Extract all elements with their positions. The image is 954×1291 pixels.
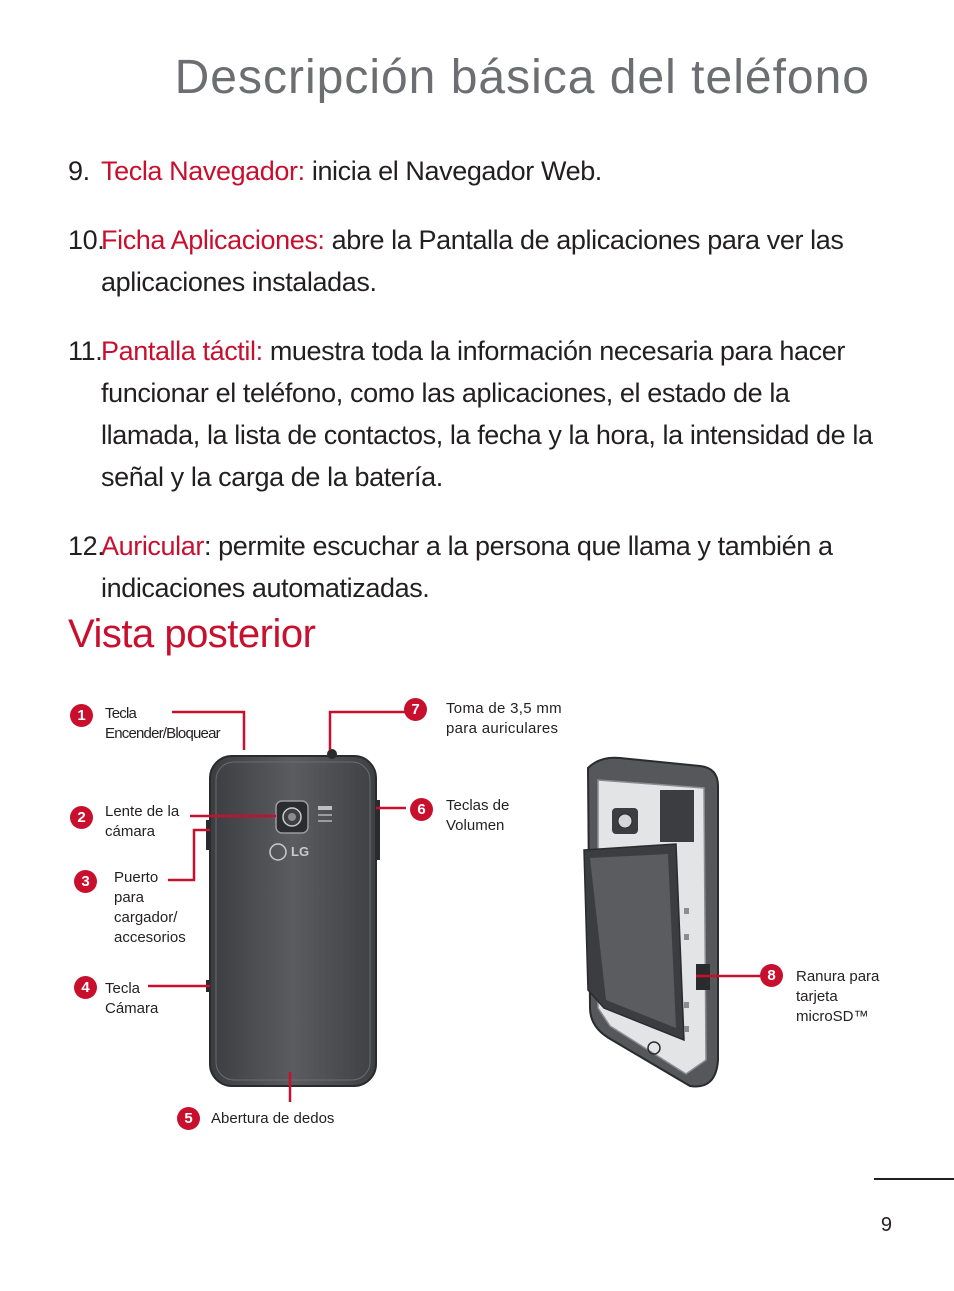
callout-badge-4: 4 [74, 976, 97, 999]
item-description: muestra toda la información necesaria para hacer funcionar el teléfono, como las aplicaciones, el estado de la llamada, la lista de contactos, la fecha y la hora, la intensidad de la señal y la carga de la batería. [101, 336, 873, 492]
list-item [68, 150, 888, 192]
item-description: abre la Pantalla de aplicaciones para ver las aplicaciones instaladas. [101, 225, 844, 297]
item-description: inicia el Navegador Web. [311, 156, 602, 186]
callout-badge-3: 3 [74, 870, 97, 893]
item-term: Auricular [101, 531, 204, 561]
charger-port [206, 820, 210, 850]
callout-badge-5: 5 [177, 1107, 200, 1130]
page-title: Descripción básica del teléfono [174, 51, 870, 104]
footer-rule [874, 1178, 954, 1180]
item-term: Tecla Navegador: [101, 156, 305, 186]
callout-badge-6: 6 [410, 798, 433, 821]
callout-label-4: Tecla Cámara [105, 980, 159, 1017]
callout-label-1: Tecla Encender/Bloquear [105, 705, 220, 742]
callout-label-5: Abertura de dedos [211, 1110, 335, 1127]
callout-label-6: Teclas de Volumen [446, 797, 510, 834]
callout-badge-7: 7 [404, 698, 427, 721]
callout-badge-8: 8 [760, 964, 783, 987]
phone-back [206, 749, 380, 1086]
item-term: Ficha Aplicaciones: [101, 225, 325, 255]
callout-badge-2: 2 [70, 806, 93, 829]
callout-label-7: Toma de 3,5 mm para auriculares [446, 700, 562, 737]
item-number: 12. [68, 531, 105, 561]
headset-jack-icon [327, 749, 337, 759]
rear-view-figure [0, 690, 954, 1140]
item-separator [263, 336, 270, 366]
list-item [68, 525, 888, 609]
list-item [68, 330, 888, 498]
list-item [68, 219, 888, 303]
section-title: Vista posterior [68, 612, 316, 656]
sim-slot [660, 790, 694, 842]
callout-label-3: Puerto para cargador/ accesorios [114, 869, 186, 946]
lg-brand-text: LG [291, 844, 310, 859]
item-number: 11. [68, 336, 103, 366]
callout-label-2: Lente de la cámara [105, 803, 180, 840]
item-separator [305, 156, 312, 186]
callout-label-8: Ranura para tarjeta microSD™ [796, 968, 880, 1025]
item-separator [325, 225, 332, 255]
callout-badge-1: 1 [70, 704, 93, 727]
item-number: 9. [68, 156, 90, 186]
feature-list [68, 150, 888, 631]
item-separator: : [203, 531, 219, 561]
phone-open-back [584, 758, 718, 1087]
item-number: 10. [68, 225, 105, 255]
item-term: Pantalla táctil: [101, 336, 263, 366]
item-description: permite escuchar a la persona que llama y también a indicaciones automatizadas. [101, 531, 833, 603]
page-number: 9 [880, 1214, 892, 1236]
